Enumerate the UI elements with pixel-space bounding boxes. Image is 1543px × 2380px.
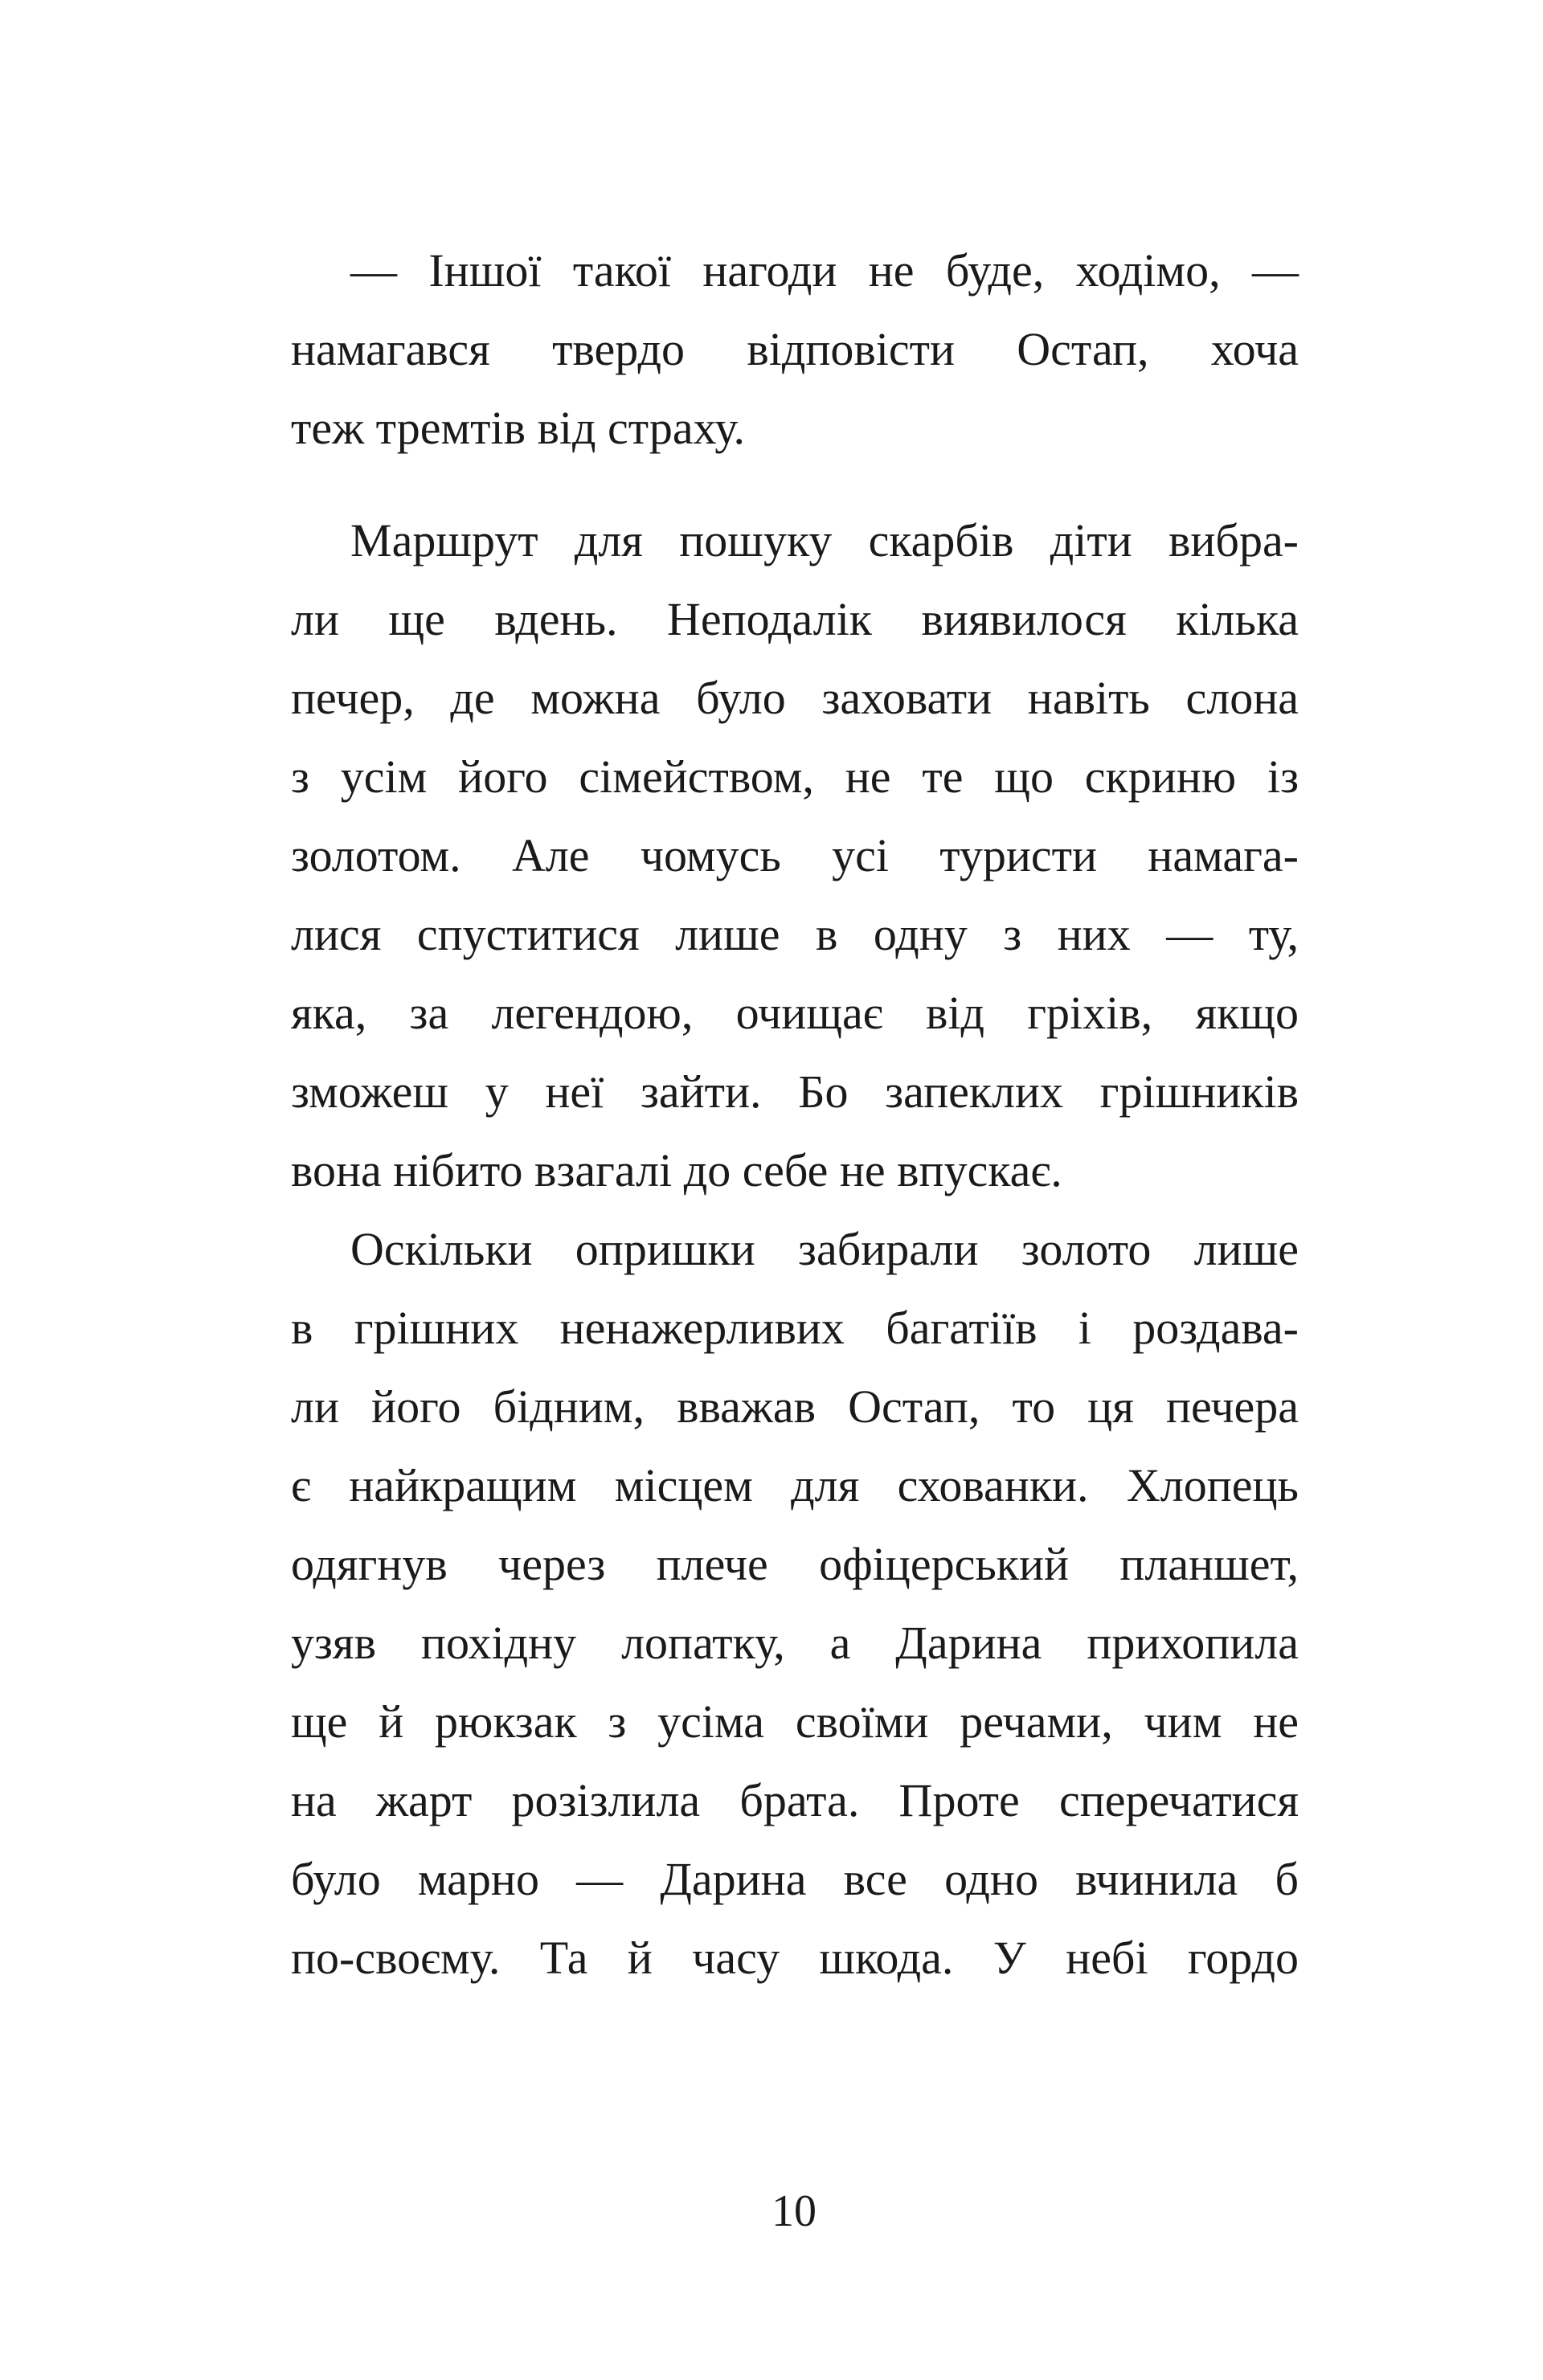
paragraph-2	[291, 501, 1299, 1210]
text-line: намагався твердо відповісти Остап, хоча	[291, 323, 1299, 375]
text-line: печер, де можна було заховати навіть слона	[291, 672, 1299, 724]
paragraph-1	[291, 231, 1299, 468]
paragraph-3	[291, 1210, 1299, 1998]
text-line: яка, за легендою, очищає від гріхів, якщо	[291, 987, 1299, 1039]
text-line: з усім його сімейством, не те що скриню із	[291, 750, 1299, 803]
text-line: теж тремтів від страху.	[291, 402, 746, 454]
text-line: — Іншої такої нагоди не буде, ходімо, —	[350, 244, 1299, 296]
text-line: по-своєму. Та й часу шкода. У небі гордо	[291, 1932, 1299, 1984]
text-line: на жарт розізлила брата. Проте сперечатися	[291, 1774, 1299, 1826]
text-line: Оскільки опришки забирали золото лише	[350, 1223, 1299, 1275]
text-line: ли ще вдень. Неподалік виявилося кілька	[291, 593, 1299, 645]
text-line: в грішних ненажерливих багатіїв і роздава-	[291, 1302, 1299, 1354]
page-number: 10	[772, 2186, 817, 2236]
text-line: одягнув через плече офіцерський планшет,	[291, 1538, 1299, 1590]
text-line: зможеш у неї зайти. Бо запеклих грішників	[291, 1065, 1299, 1118]
text-line: узяв похідну лопатку, а Дарина прихопила	[291, 1617, 1299, 1669]
text-line: золотом. Але чомусь усі туристи намага-	[291, 829, 1299, 881]
text-line: ще й рюкзак з усіма своїми речами, чим не	[291, 1695, 1299, 1748]
page-body	[291, 231, 1299, 1998]
text-line: Маршрут для пошуку скарбів діти вибра-	[350, 514, 1299, 566]
text-line: ли його бідним, вважав Остап, то ця печера	[291, 1380, 1299, 1433]
text-line: лися спуститися лише в одну з них — ту,	[291, 908, 1299, 960]
text-line: вона нібито взагалі до себе не впускає.	[291, 1144, 1062, 1196]
text-line: було марно — Дарина все одно вчинила б	[291, 1853, 1299, 1905]
text-line: є найкращим місцем для схованки. Хлопець	[291, 1459, 1299, 1511]
